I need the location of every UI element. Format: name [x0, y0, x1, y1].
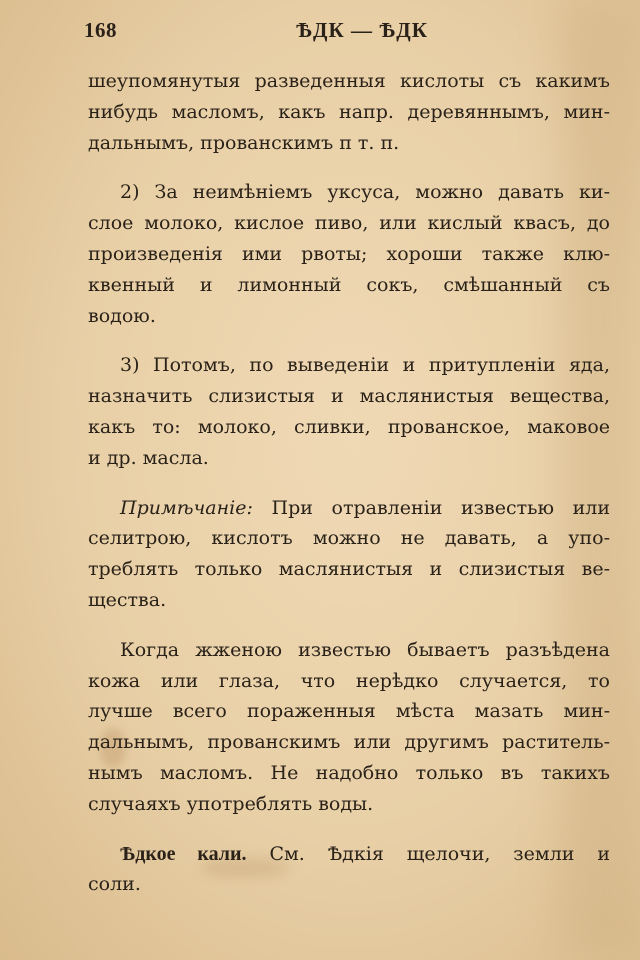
page-body	[88, 66, 610, 900]
text-line: 3) Потомъ, по выведеніи и притупленіи яда,	[120, 354, 610, 377]
page-header	[84, 18, 604, 46]
paragraph-continuation	[88, 66, 610, 158]
text-line: щества.	[88, 588, 167, 611]
text-line: нибудь масломъ, какъ напр. деревяннымъ, мин-	[88, 100, 610, 123]
paragraph-item-2	[88, 177, 610, 331]
note-label: Примѣчаніе:	[120, 496, 253, 519]
text-line: какъ то: молоко, сливки, прованское, маковое	[88, 415, 610, 438]
text-line: шеупомянутыя разведенныя кислоты съ какимъ	[88, 70, 610, 92]
text-line: дальнымъ, прованскимъ п т. п.	[88, 131, 400, 154]
text-line: водою.	[88, 304, 156, 327]
text-line	[88, 839, 610, 870]
page-number: 168	[84, 18, 117, 42]
text-line: кожа или глаза, что нерѣдко случается, то	[88, 669, 610, 692]
text-line: Когда жженою известью бываетъ разъѣдена	[120, 638, 610, 661]
text-line: дальнымъ, прованскимъ или другимъ раститель-	[88, 731, 610, 754]
text-line: нымъ масломъ. Не надобно только въ такихъ	[88, 761, 610, 784]
text-line	[88, 493, 610, 524]
running-head: ѢДК — ѢДК	[296, 18, 428, 42]
text-line: 2) За неимѣніемъ уксуса, можно давать ки-	[120, 181, 610, 204]
paragraph-item-3	[88, 350, 610, 473]
paragraph-note	[88, 493, 610, 616]
paragraph-lime-burns	[88, 635, 610, 820]
text-line: случаяхъ употреблять воды.	[88, 792, 374, 815]
text-line: слое молоко, кислое пиво, или кислый квасъ, до	[88, 212, 610, 235]
entry-term: Ѣдкое кали.	[120, 842, 247, 865]
text-line: квенный и лимонный сокъ, смѣшанный съ	[88, 273, 610, 296]
text-line: треблять только маслянистыя и слизистыя ве-	[88, 558, 610, 581]
dictionary-entry	[88, 839, 610, 901]
text-line: соли.	[88, 873, 141, 896]
note-text: При отравленіи известью или	[271, 496, 610, 519]
entry-crossref: См. Ѣдкія щелочи, земли и	[269, 842, 610, 865]
text-line: селитрою, кислотъ можно не давать, а упо-	[88, 527, 610, 550]
text-line: лучше всего пораженныя мѣста мазать мин-	[88, 700, 610, 723]
text-line: и др. масла.	[88, 446, 209, 469]
text-line: произведенія ими рвоты; хороши также клю-	[88, 242, 610, 265]
text-line: назначить слизистыя и маслянистыя вещества,	[88, 385, 610, 408]
